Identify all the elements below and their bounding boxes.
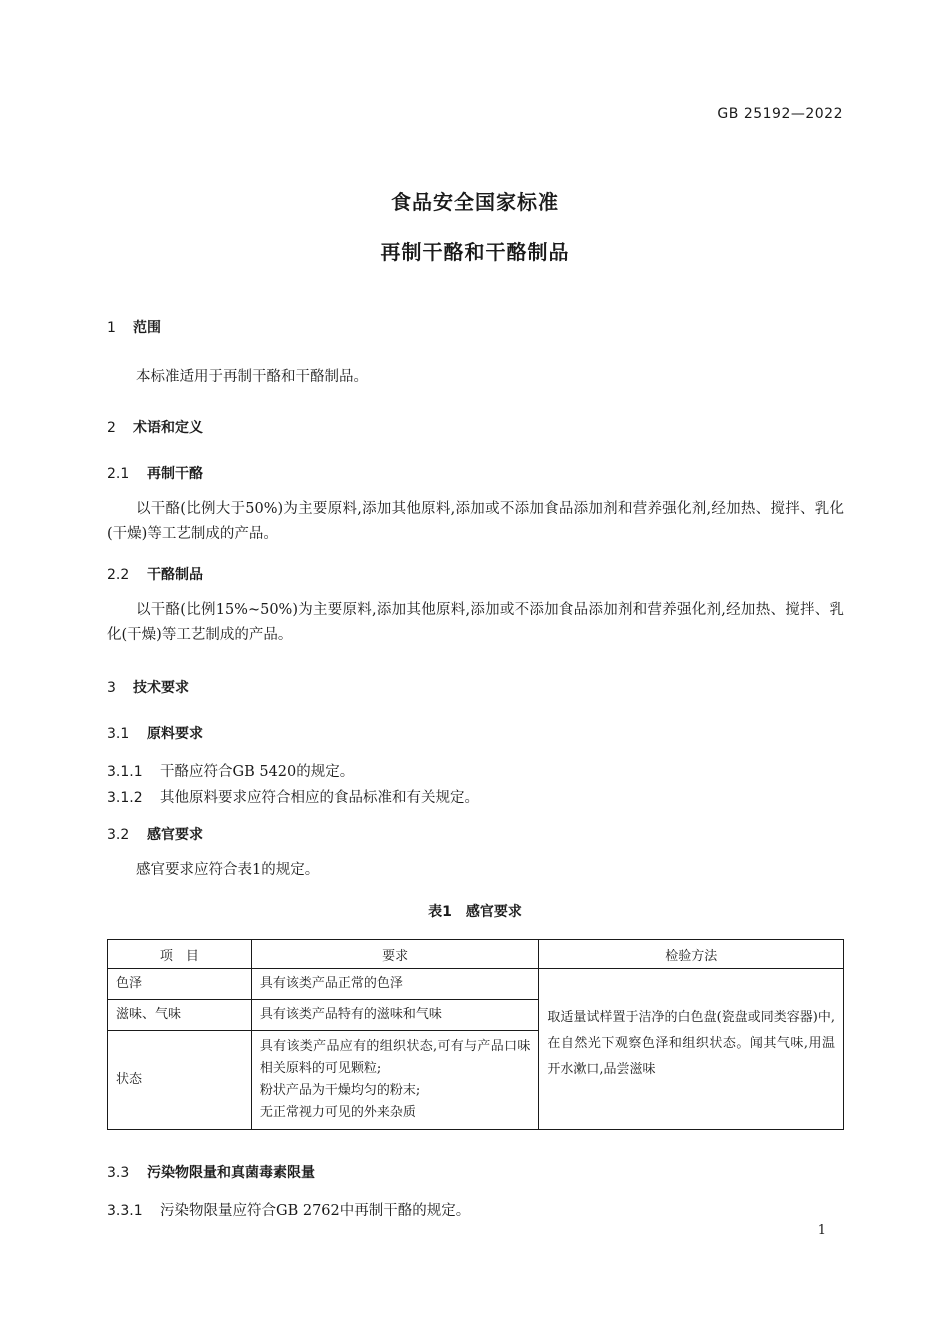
clause-number: 3.3.1 [107,1203,143,1219]
section-title: 感官要求 [147,827,203,843]
section-number: 3.3 [107,1165,130,1181]
section-title: 污染物限量和真菌毒素限量 [147,1165,315,1181]
standard-code: GB 25192—2022 [717,106,843,122]
section-3-2-body: 感官要求应符合表1的规定。 [136,862,320,878]
cell-item-state: 状态 [108,1031,252,1130]
section-title: 技术要求 [133,680,189,696]
section-title: 干酪制品 [147,567,203,583]
doc-title-line2: 再制干酪和干酪制品 [380,240,570,264]
section-2-1-heading [107,463,203,483]
section-number: 3.1 [107,726,130,742]
cell-item-color: 色泽 [108,969,252,1000]
clause-3-1-2 [107,786,479,807]
clause-number: 3.1.2 [107,790,143,806]
clause-text: 干酪应符合GB 5420的规定。 [160,764,355,780]
section-1-body: 本标准适用于再制干酪和干酪制品。 [136,369,368,385]
clause-text: 其他原料要求应符合相应的食品标准和有关规定。 [160,790,479,806]
table-header-row [108,940,844,969]
column-header-item: 项 目 [108,940,252,969]
cell-item-taste: 滋味、气味 [108,1000,252,1031]
table-caption: 表1 感官要求 [428,904,522,920]
section-number: 1 [107,320,116,336]
section-number: 3.2 [107,827,130,843]
clause-3-1-1 [107,760,354,781]
section-3-2-heading [107,824,203,844]
section-2-2-heading [107,564,203,584]
table-row [108,969,844,1000]
clause-number: 3.1.1 [107,764,143,780]
section-title: 再制干酪 [147,466,203,482]
page-number: 1 [817,1223,826,1238]
section-2-2-body: 以干酪(比例15%~50%)为主要原料,添加其他原料,添加或不添加食品添加剂和营养强化剂,经加热、搅拌、乳化(干燥)等工艺制成的产品。 [107,602,844,643]
section-title: 范围 [133,320,161,336]
section-2-1-body: 以干酪(比例大于50%)为主要原料,添加其他原料,添加或不添加食品添加剂和营养强化剂,经加热、搅拌、乳化(干燥)等工艺制成的产品。 [107,501,844,542]
section-title: 术语和定义 [133,420,203,436]
section-3-3-heading [107,1162,315,1182]
clause-3-3-1 [107,1199,470,1220]
section-3-heading [107,677,189,697]
req-line: 无正常视力可见的外来杂质 [259,1105,416,1120]
section-3-1-heading [107,723,203,743]
section-number: 2 [107,420,116,436]
cell-req-color: 具有该类产品正常的色泽 [251,969,539,1000]
section-number: 2.1 [107,466,130,482]
sensory-requirements-table [107,939,844,1130]
section-1-heading [107,317,161,337]
cell-test-method: 取适量试样置于洁净的白色盘(瓷盘或同类容器)中,在自然光下观察色泽和组织状态。闻其气味,用温开水漱口,品尝滋味 [539,969,844,1130]
doc-title-line1: 食品安全国家标准 [391,190,559,214]
cell-req-state [251,1031,539,1130]
section-title: 原料要求 [147,726,203,742]
column-header-requirement: 要求 [251,940,539,969]
clause-text: 污染物限量应符合GB 2762中再制干酪的规定。 [160,1203,471,1219]
section-2-heading [107,417,203,437]
req-line: 粉状产品为干燥均匀的粉末; [259,1083,421,1098]
section-number: 3 [107,680,116,696]
cell-req-taste: 具有该类产品特有的滋味和气味 [251,1000,539,1031]
column-header-method: 检验方法 [539,940,844,969]
section-number: 2.2 [107,567,130,583]
req-line: 具有该类产品应有的组织状态,可有与产品口味相关原料的可见颗粒; [259,1039,531,1076]
